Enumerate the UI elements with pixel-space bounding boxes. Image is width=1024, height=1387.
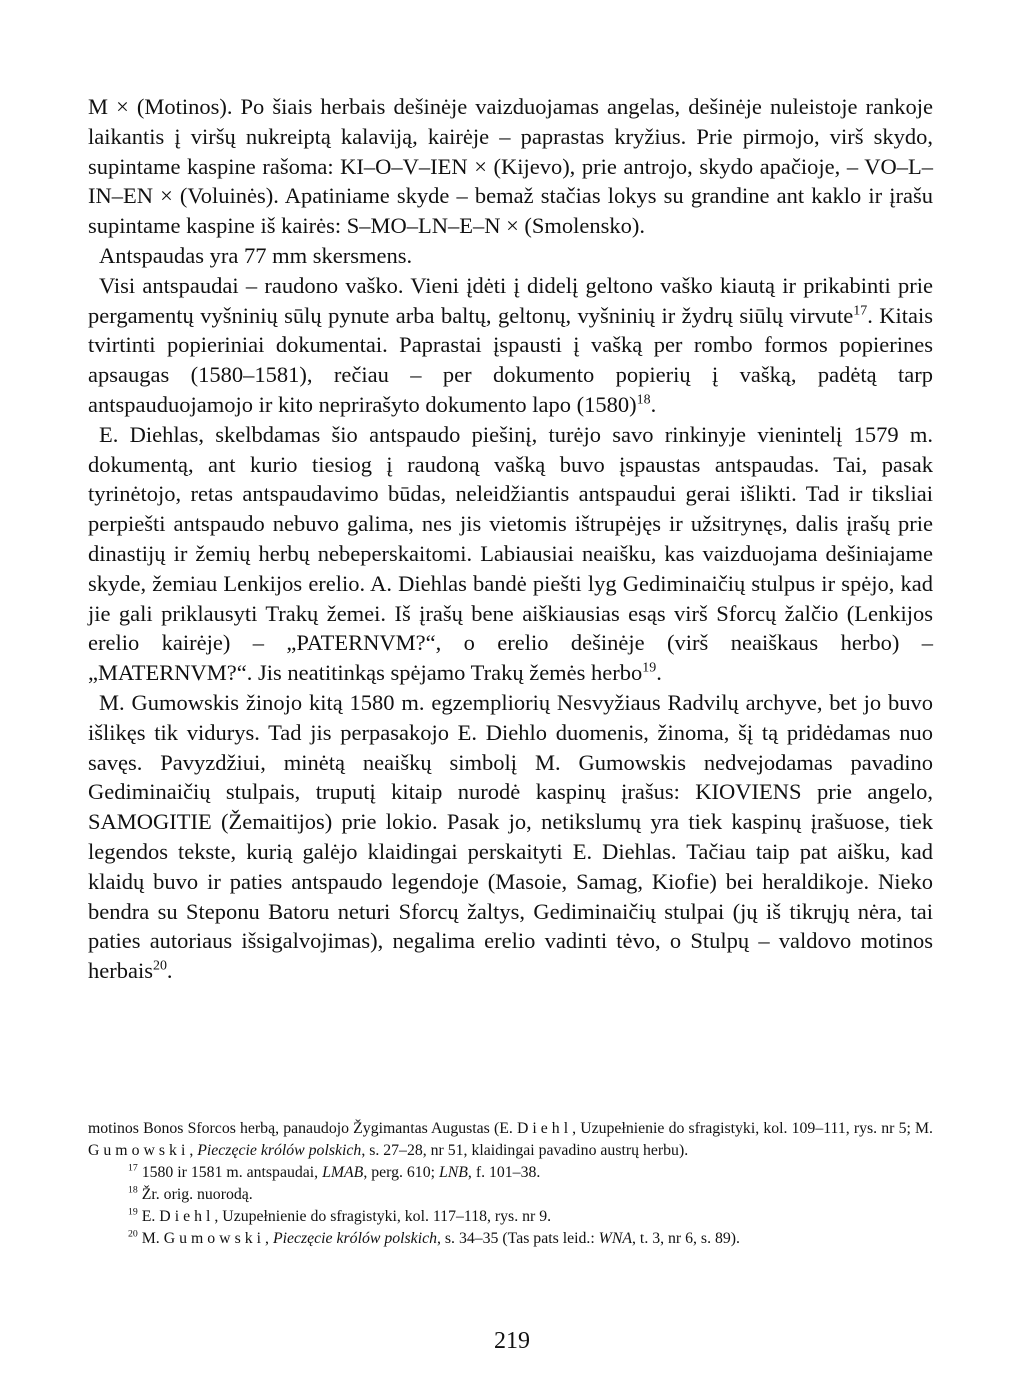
paragraph-diehl: E. Diehlas, skelbdamas šio antspaudo piešinį, turėjo savo rinkinyje vienintelį 1579 m. dokumentą, ant kurio tiesiog į raudoną vašką buvo įspaustas antspaudas. Tai, pasak tyrinėtojo, retas antspaudavimo būdas, neleidžiantis antspaudui gerai išlikti. Tad ir tiksliai perpiešti antspaudo nebuvo galima, nes jis vietomis ištrupėjęs ir užsitrynęs, dalis įrašų prie dinastijų ir žemių herbų nebeperskaitomi. Labiausiai neaišku, kas vaizduojama dešiniajame skyde, žemiau Lenkijos erelio. A. Diehlas bandė piešti lyg Gediminaičių stulpus ir spėjo, kad jie gali priklausyti Trakų žemei. Iš įrašų bene aiškiausias esąs virš Sforcų žalčio (Lenkijos erelio kairėje) – „PATERNVM?“, o erelio dešinėje (virš neaiškaus herbo) – „MATERNVM?“. Jis neatitinkąs spėjamo Trakų žemės herbo$^{19}$.	[88, 421, 933, 686]
paragraph-gumowski: M. Gumowskis žinojo kitą 1580 m. egzempliorių Nesvyžiaus Radvilų archyve, bet jo buvo išlikęs tik vidurys. Tad jis perpasakojo E. Diehlo duomenis, žinoma, šį tą pridėdamas nuo savęs. Pavyzdžiui, minėtą neaiškų simbolį M. Gumowskis nedvejodamas pavadino Gediminaičių stulpais, truputį kitaip nurodė kaspinų įrašus: KIOVIENS prie angelo, SAMOGITIE (Žemaitijos) prie lokio. Pasak jo, netikslumų yra tiek kaspinų įrašuose, tiek legendos tekste, kurią galėjo klaidingai perskaityti E. Diehlas. Tačiau taip pat aišku, kad klaidų buvo ir paties antspaudo legendoje (Masoie, Samag, Kiofie) bei heraldikoje. Nieko bendra su Steponu Batoru neturi Sforcų žaltys, Gediminaičių stulpai (jų iš tikrųjų nėra, tai paties autoriaus išsigalvojimas), negalima erelio vadinti tėvo, o Stulpų – valdovo motinos herbais$^{20}$.	[88, 689, 933, 984]
footnote-18: $^{18}$ Žr. orig. nuorodą.	[128, 1184, 253, 1203]
footnote-19: $^{19}$ E. Diehl, Uzupełnienie do sfragistyki, kol. 117–118, rys. nr 9.	[128, 1206, 552, 1225]
footnotes	[88, 1118, 933, 1250]
paragraph-wax-seals: Visi antspaudai – raudono vaško. Vieni įdėti į didelį geltono vaško kiautą ir prikabinti prie pergamentų vyšninių sūlų pynute arba baltų, geltonų, vyšninių ir žydrų siūlų virvute$^{17}$. Kitais tvirtinti popieriniai dokumentai. Paprastai įspausti į vašką per rombo formos popierines apsaugas (1580–1581), rečiau – per dokumento popierių į vašką, padėtą tarp antspauduojamojo ir kito neprirašyto dokumento lapo $(1580)^{18}$.	[88, 272, 934, 417]
paragraph-seal-diameter: Antspaudas yra 77 mm skersmens.	[99, 242, 413, 268]
footnote-ref-20: 20	[152, 958, 167, 974]
footnote-ref-18: 18	[636, 392, 651, 408]
paragraph-motinos-seal: M × (Motinos). Po šiais herbais dešinėje vaizduojamas angelas, dešinėje nuleistoje rankoje laikantis į viršų nukreiptą kalaviją, kairėje – paprastas kryžius. Prie pirmojo, virš skydo, supintame kaspine rašoma: KI–O–V–IEN × (Kijevo), prie antrojo, skydo apačioje, – VO–L–IN–EN × (Voluinės). Apatiniame skyde – bemaž stačias lokys su grandine ant kaklo ir įrašu supintame kaspine iš kairės: S–MO–LN–E–N × (Smolensko).	[88, 94, 933, 239]
footnote-ref-19: 19	[642, 660, 657, 676]
main-text	[88, 92, 933, 986]
footnote-17: $^{17}$ 1580 ir 1581 m. antspaudai, LMAB, perg. 610; LNB, f. 101–38.	[128, 1162, 541, 1181]
page-number: 219	[494, 1328, 530, 1354]
footnote-20: $^{20}$ M. Gumowski, Pieczęcie królów polskich, s. 34–35 (Tas pats leid.: WNA, t. 3, nr 6, s. 89).	[128, 1228, 740, 1247]
footnote-ref-17: 17	[853, 303, 868, 319]
footnote-continuation: motinos Bonos Sforcos herbą, panaudojo Žygimantas Augustas (E. Diehl, Uzupełnienie do sfragistyki, kol. 109–111, rys. nr 5; M. Gumowski, Pieczęcie królów polskich, s. 27–28, nr 51, klaidingai pavadino austrų herbu).	[88, 1120, 934, 1159]
